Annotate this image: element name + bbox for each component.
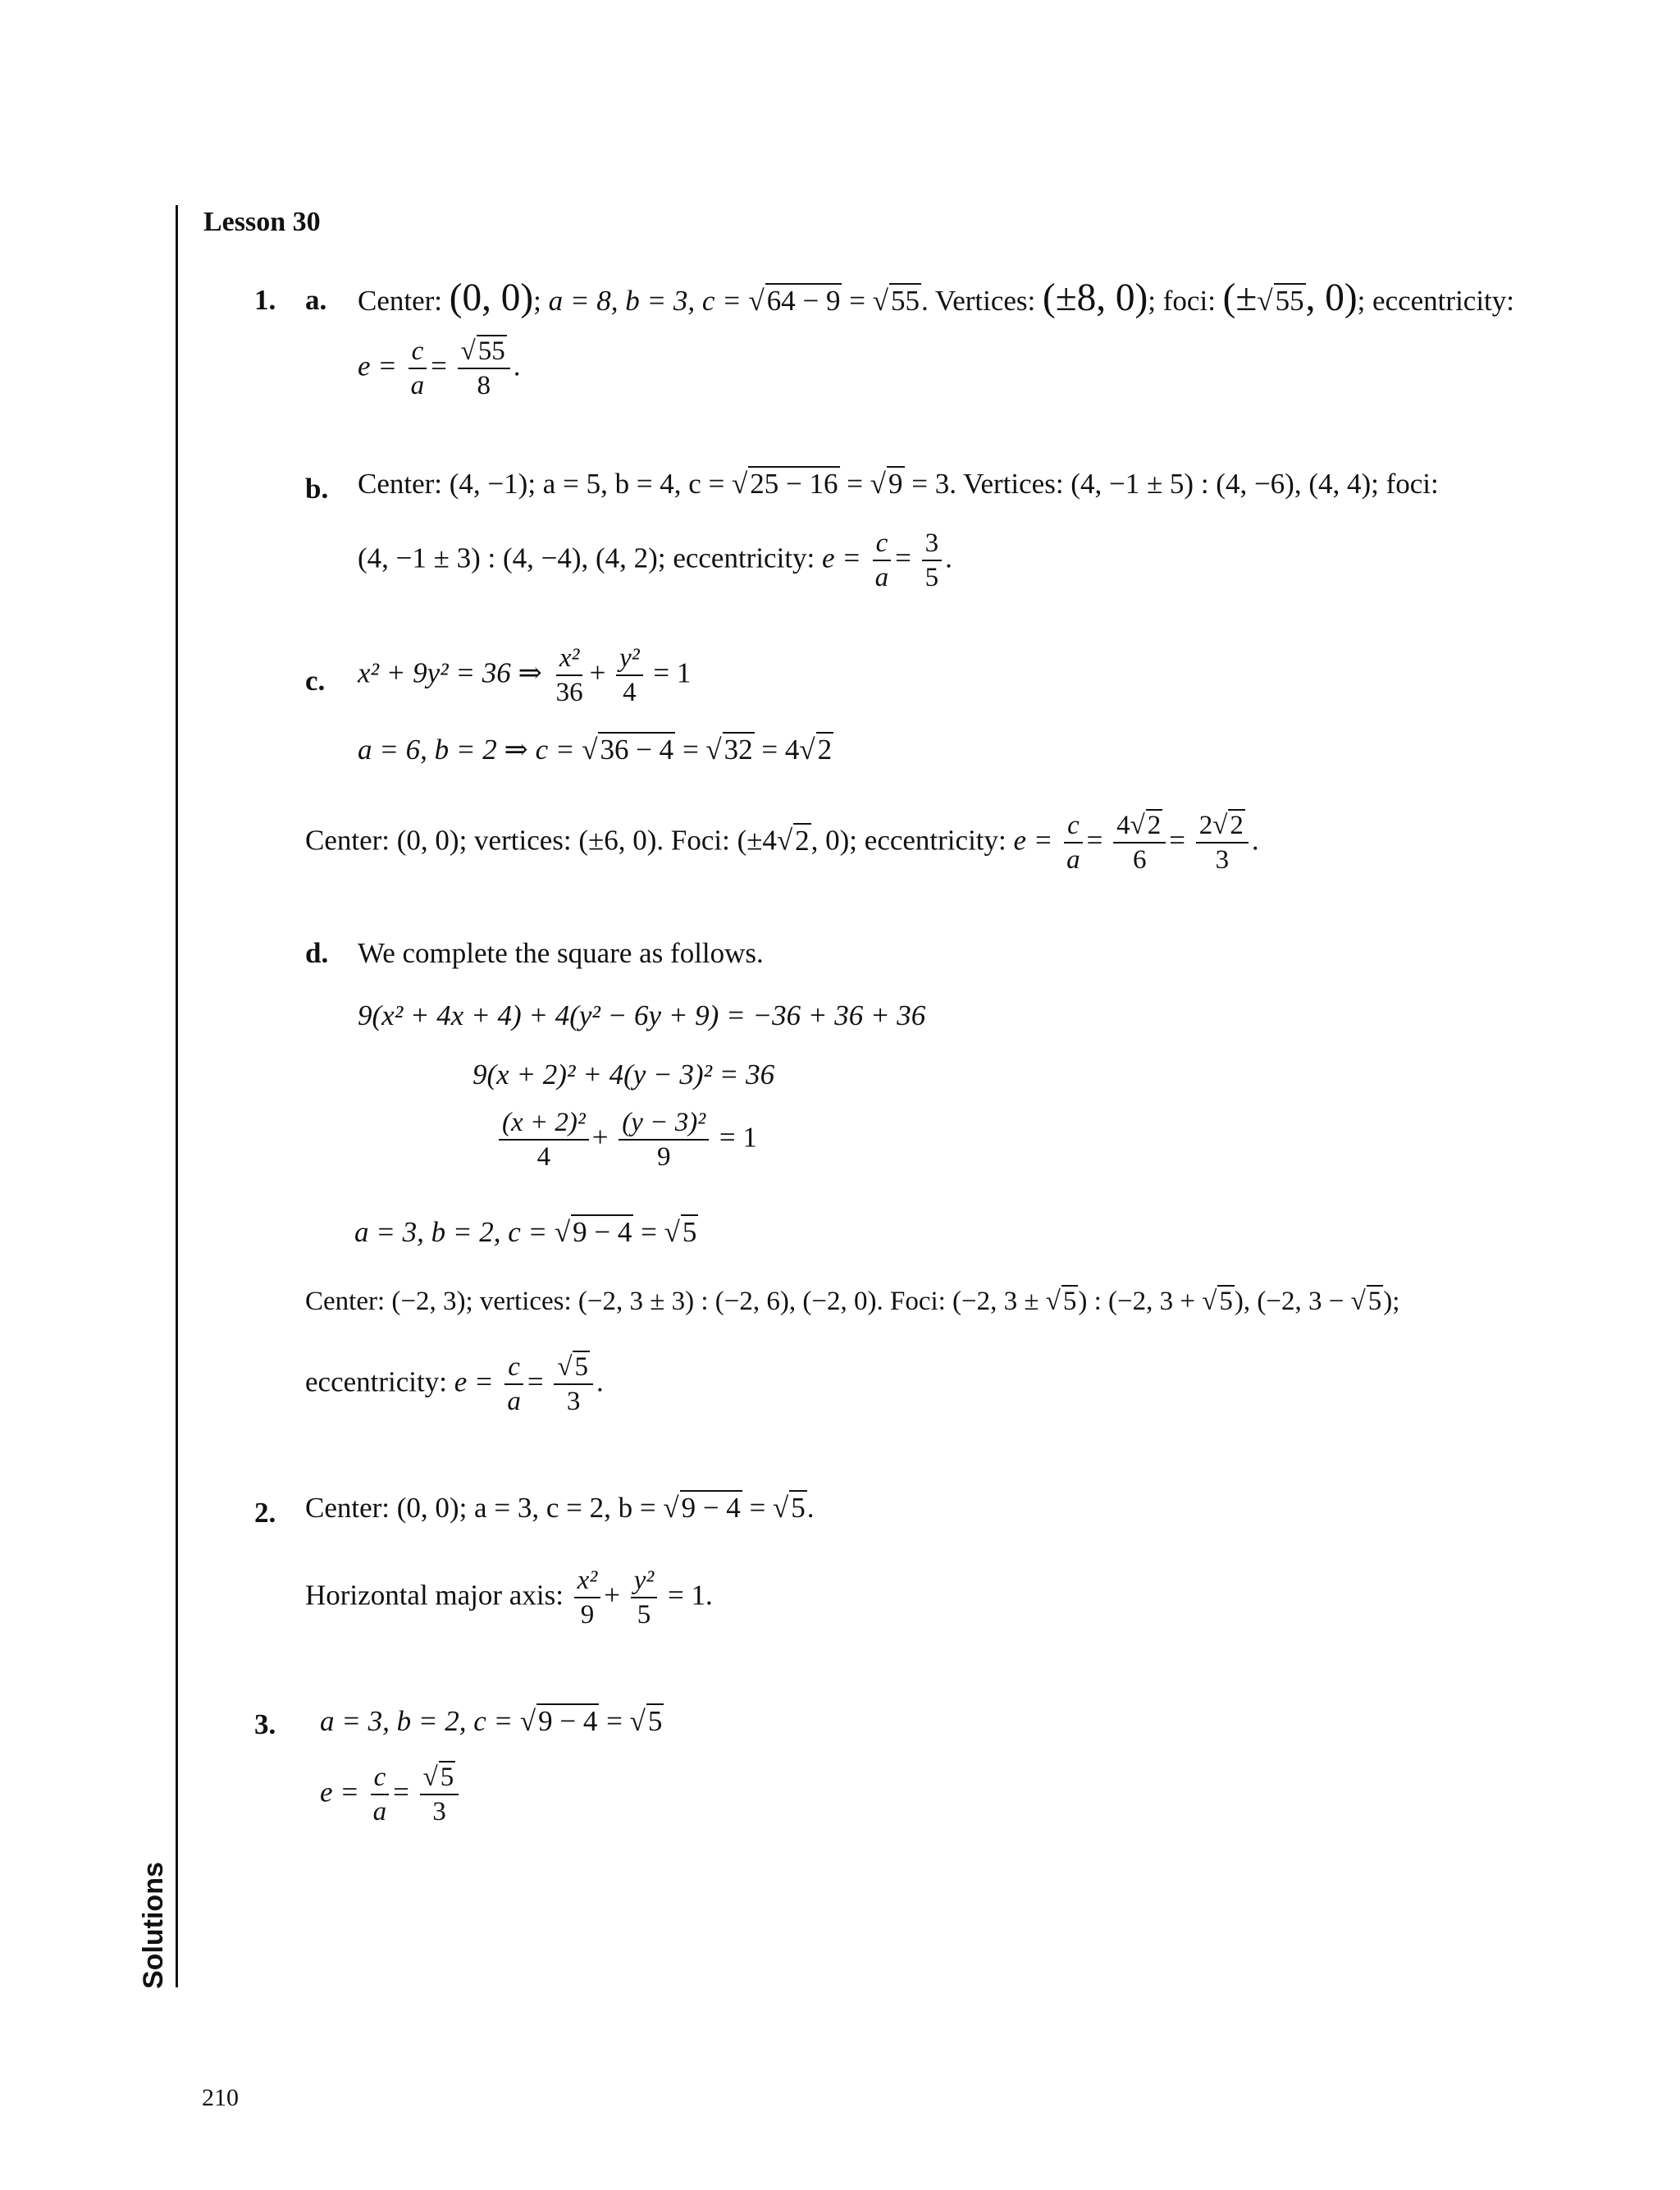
part-letter: c. xyxy=(305,665,326,697)
frac-den: a xyxy=(874,563,889,592)
summary-tail: , 0); eccentricity: xyxy=(810,824,1007,857)
p1a-params: a = 8, b = 3, c = xyxy=(548,285,742,317)
frac-num: c xyxy=(504,1354,523,1385)
frac-num: y² xyxy=(631,1567,658,1598)
p1d-eccentricity: eccentricity: e = $\frac{c}{a}$ = $\frac{√5}{3}$ . xyxy=(305,1352,604,1416)
summary-end: ); xyxy=(1383,1287,1400,1316)
part-letter: b. xyxy=(305,473,329,505)
frac-num: 3 xyxy=(922,530,943,561)
p2-text: Center: (0, 0); a = 3, c = 2, b = xyxy=(305,1492,656,1524)
frac-num: c xyxy=(409,338,427,369)
p1a-vertices: (±8, 0) xyxy=(1043,277,1148,319)
rad: 5 xyxy=(647,1705,663,1737)
e-eq: e = xyxy=(1013,824,1053,857)
part-letter: a. xyxy=(305,284,327,316)
rad: 9 − 4 xyxy=(538,1705,598,1737)
e-eq: e = xyxy=(320,1776,359,1808)
frac-num: √55 xyxy=(458,338,510,369)
frac-c-over-a xyxy=(504,1354,524,1415)
frac-num: (x + 2)² xyxy=(499,1109,589,1141)
frac-x-term xyxy=(499,1109,589,1171)
frac-e-value xyxy=(458,338,510,400)
frac-num: (y − 3)² xyxy=(619,1109,709,1141)
frac-num: √5 xyxy=(420,1764,459,1795)
frac-x2-36 xyxy=(553,645,587,706)
frac-den: 8 xyxy=(477,371,491,400)
frac-den: 4 xyxy=(536,1142,551,1172)
p1a-center: (0, 0) xyxy=(449,277,534,319)
p1a-foci-label: foci: xyxy=(1162,285,1216,317)
frac-num: y² xyxy=(616,645,643,676)
rad: 5 xyxy=(682,1216,697,1248)
p1d-step1 xyxy=(358,1001,925,1030)
frac-den: 36 xyxy=(555,678,583,707)
frac-den: a xyxy=(410,371,425,400)
frac-y2-4 xyxy=(616,645,643,706)
rad: 5 xyxy=(1062,1287,1077,1316)
sidebar-label: Solutions xyxy=(138,1862,169,1989)
p2-line2: Horizontal major axis: $\frac{\text{x²}}{9}$ + $\frac{\text{y²}}{5}$ = 1. xyxy=(305,1566,713,1630)
frac-num: x² xyxy=(556,645,583,676)
frac-num: c xyxy=(371,1764,390,1795)
coef: 4 xyxy=(1116,811,1130,840)
p1a-ecc-label: eccentricity: xyxy=(1372,285,1514,317)
lesson-title: Lesson 30 xyxy=(203,207,321,237)
p1a-rad1: 64 − 9 xyxy=(766,285,841,317)
p1a-label: Center: xyxy=(358,285,443,317)
frac-den: 9 xyxy=(580,1600,595,1630)
frac-den: 3 xyxy=(1215,845,1230,875)
frac-c-over-a xyxy=(408,338,428,400)
rad: 25 − 16 xyxy=(750,468,838,500)
frac-den: 9 xyxy=(656,1142,671,1172)
params: a = 6, b = 2 ⇒ c = xyxy=(358,734,575,766)
rad: 36 − 4 xyxy=(600,734,674,766)
p1d-summary: Center: (−2, 3); vertices: (−2, 3 ± 3) : (−2, 6), (−2, 0). Foci: (−2, 3 ± √5) : (−2, 3 + √5), (−2, 3 − √5); xyxy=(305,1287,1400,1316)
rad: 5 xyxy=(440,1763,454,1792)
frac-den: 6 xyxy=(1132,845,1147,875)
eq-tail: = 4 xyxy=(761,734,800,766)
frac-e-value xyxy=(922,530,943,592)
frac-den: 5 xyxy=(637,1600,651,1630)
p1b-text2: = 3. Vertices: (4, −1 ± 5) : (4, −6), (4, 4); foci: xyxy=(911,468,1439,500)
frac-x2-9 xyxy=(574,1567,601,1629)
frac-den: a xyxy=(1066,845,1080,875)
p1b-line1: Center: (4, −1); a = 5, b = 4, c = √25 − 16 = √9 = 3. Vertices: (4, −1 ± 5) : (4, −6), (4, 4); foci: xyxy=(358,468,1439,500)
rad: 9 − 4 xyxy=(681,1492,741,1524)
p1c-summary: Center: (0, 0); vertices: (±6, 0). Foci: (±4√2, 0); eccentricity: e = $\frac{c}{a}$ = $\frac{4√2}{6}$ = $\frac{2√2}{3}$ . xyxy=(305,811,1259,875)
p1d-intro: We complete the square as follows. xyxy=(358,937,764,969)
rad: 5 xyxy=(574,1352,588,1382)
p3-params: a = 3, b = 2, c = √9 − 4 = √5 xyxy=(320,1705,663,1737)
rad: 5 xyxy=(1367,1287,1382,1316)
frac-num: c xyxy=(1064,812,1083,844)
rad: 55 xyxy=(477,336,505,366)
p1d-params: a = 3, b = 2, c = √9 − 4 = √5 xyxy=(354,1216,697,1248)
p1a-foci-pre: (± xyxy=(1222,277,1258,319)
eq-rhs: = 1 xyxy=(719,1121,757,1154)
rad: 32 xyxy=(724,734,753,766)
sidebar-rule xyxy=(176,205,178,1987)
p1a-rad2: 55 xyxy=(890,285,920,317)
frac-num: 4√2 xyxy=(1113,812,1166,844)
rad: 2 xyxy=(817,734,833,766)
p3-eccentricity: e = $\frac{c}{a}$ = $\frac{√5}{3}$ xyxy=(320,1764,462,1826)
part-letter: d. xyxy=(305,937,329,969)
frac-num: c xyxy=(873,530,892,561)
eq-rhs: = 1. xyxy=(668,1579,713,1612)
problem-number: 2. xyxy=(254,1497,276,1529)
frac-e1 xyxy=(1113,812,1166,874)
frac-den: 5 xyxy=(924,563,939,592)
frac-e2 xyxy=(1196,812,1249,874)
p1d-step2 xyxy=(472,1060,774,1089)
rad: 5 xyxy=(1219,1287,1233,1316)
frac-den: a xyxy=(507,1387,521,1416)
p1d-step3: $\frac{\text{(x + 2)²}}{4}$ + $\frac{\text{(y − 3)²}}{9}$ = 1 xyxy=(495,1109,757,1171)
frac-num: √5 xyxy=(554,1354,593,1385)
e-eq: e = xyxy=(454,1365,494,1398)
p1b-line2: (4, −1 ± 3) : (4, −4), (4, 2); eccentricity: e = $\frac{c}{a}$ = $\frac{3}{5}$ . xyxy=(358,528,952,592)
p2-line1: Center: (0, 0); a = 3, c = 2, b = √9 − 4 = √5. xyxy=(305,1492,815,1524)
frac-e-value xyxy=(420,1764,459,1826)
rad: 9 − 4 xyxy=(573,1216,632,1248)
frac-c-over-a xyxy=(872,530,892,592)
p2-label: Horizontal major axis: xyxy=(305,1579,564,1612)
frac-num: 2√2 xyxy=(1196,812,1249,844)
eq-lhs: x² + 9y² = 36 ⇒ xyxy=(358,656,542,689)
problem-number: 3. xyxy=(254,1708,276,1740)
p1a-line1: Center: (0, 0); a = 8, b = 3, c = √64 − 9 = √55. Vertices: (±8, 0); foci: (±√55, 0); eccentricity: xyxy=(358,277,1514,319)
coef: 2 xyxy=(1198,811,1213,840)
summary-text: Center: (−2, 3); vertices: (−2, 3 ± 3) : (−2, 6), (−2, 0). Foci: (−2, 3 ± xyxy=(305,1287,1039,1316)
frac-num: x² xyxy=(574,1567,601,1598)
ecc-label: eccentricity: xyxy=(305,1365,447,1398)
p1c-equation: x² + 9y² = 36 ⇒ $\frac{\text{x²}}{36}$ + $\frac{\text{y²}}{4}$ = 1 xyxy=(358,643,692,707)
frac-e-value xyxy=(554,1354,593,1415)
p1a-vertices-label: Vertices: xyxy=(934,285,1036,317)
summary-text: Center: (0, 0); vertices: (±6, 0). Foci: (±4 xyxy=(305,824,777,857)
p1c-params: a = 6, b = 2 ⇒ c = √36 − 4 = √32 = 4√2 xyxy=(358,734,833,766)
step-text: 9(x + 2)² + 4(y − 3)² = 36 xyxy=(472,1058,775,1090)
page-number: 210 xyxy=(202,2084,239,2111)
frac-den: 4 xyxy=(623,678,637,707)
p1b-text1: Center: (4, −1); a = 5, b = 4, c = xyxy=(358,468,725,500)
p1a-foci-rad: 55 xyxy=(1275,285,1304,317)
rad: 2 xyxy=(1147,811,1162,840)
frac-c-over-a xyxy=(1063,812,1084,874)
frac-y2-5 xyxy=(631,1567,658,1629)
params: a = 3, b = 2, c = xyxy=(354,1216,548,1248)
problem-number: 1. xyxy=(254,284,276,316)
summary-mid: ) : (−2, 3 + xyxy=(1078,1287,1196,1316)
frac-y-term xyxy=(619,1109,709,1171)
p1a-foci-post: , 0) xyxy=(1305,277,1358,319)
frac-den: 3 xyxy=(566,1387,581,1416)
params: a = 3, b = 2, c = xyxy=(320,1705,514,1737)
rad: 5 xyxy=(791,1492,806,1524)
p1b-text3: (4, −1 ± 3) : (4, −4), (4, 2); eccentricity: xyxy=(358,542,815,574)
e-eq: e = xyxy=(358,350,397,382)
p1a-eccentricity: e = $\frac{c}{a}$ = $\frac{√55}{8}$ . xyxy=(358,336,521,400)
rad: 9 xyxy=(888,468,903,500)
e-eq: e = xyxy=(822,542,861,574)
rad: 2 xyxy=(795,824,810,857)
eq-rhs: = 1 xyxy=(653,656,692,689)
frac-den: 3 xyxy=(432,1797,446,1827)
frac-den: a xyxy=(372,1797,387,1827)
step-text: 9(x² + 4x + 4) + 4(y² − 6y + 9) = −36 + 36 + 36 xyxy=(358,999,926,1031)
rad: 2 xyxy=(1230,811,1244,840)
summary-mid: ), (−2, 3 − xyxy=(1234,1287,1344,1316)
frac-c-over-a xyxy=(370,1764,390,1826)
